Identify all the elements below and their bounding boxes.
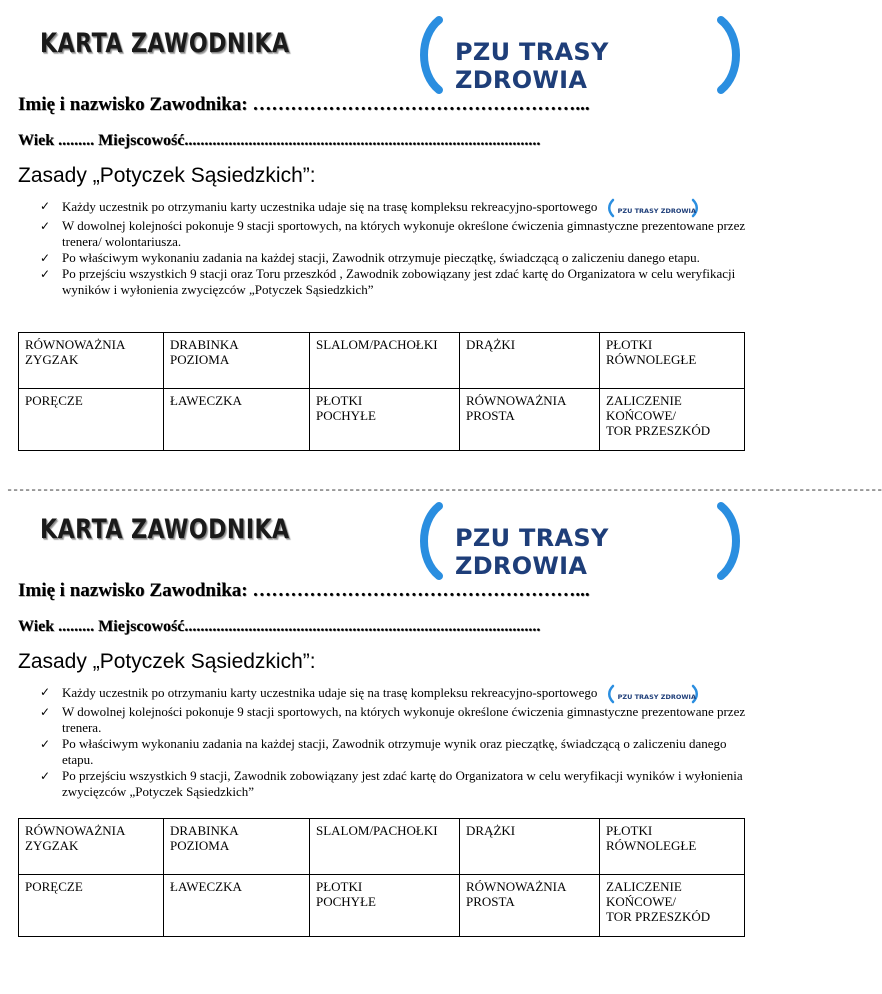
rule-item [38,736,758,768]
rule-text: Po przejściu wszystkich 9 stacji oraz Toru przeszkód , Zawodnik zobowiązany jest zdać kartę do Organizatora w celu weryfikacji wyników i wyłonienia zwycięzców „Potyczek Sąsiedzkich” [62,266,736,297]
station-cell[interactable]: ZALICZENIE KOŃCOWE/ TOR PRZESZKÓD [600,875,745,937]
logo-text: PZU TRASY ZDROWIA [455,524,609,580]
pzu-logo-small [607,684,699,704]
station-cell[interactable]: DRABINKA POZIOMA [164,333,310,389]
station-cell[interactable]: ŁAWECZKA [164,875,310,937]
table-row [19,875,745,937]
station-cell[interactable]: PŁOTKI POCHYŁE [310,875,460,937]
rule-item [38,266,758,298]
rules-list [38,684,758,800]
rule-item [38,218,758,250]
table-row [19,333,745,389]
station-cell[interactable]: RÓWNOWAŻNIA PROSTA [460,389,600,451]
checkmark-icon: ✓ [40,685,51,699]
station-cell[interactable]: PŁOTKI RÓWNOLEGŁE [600,333,745,389]
station-cell[interactable]: DRĄŻKI [460,333,600,389]
station-cell[interactable]: RÓWNOWAŻNIA ZYGZAK [19,819,164,875]
stations-table [18,818,745,937]
checkmark-icon: ✓ [40,769,51,783]
logo-text-small: PZU TRASY ZDROWIA [617,207,696,215]
rules-list [38,198,758,298]
logo-text-small: PZU TRASY ZDROWIA [617,693,696,701]
rule-item [38,250,758,266]
rules-heading: Zasady „Potyczek Sąsiedzkich”: [18,164,316,187]
station-cell[interactable]: ŁAWECZKA [164,389,310,451]
name-field[interactable]: Imię i nazwisko Zawodnika: ……………………………………………... [18,94,590,115]
rule-text: W dowolnej kolejności pokonuje 9 stacji sportowych, na których wykonuje określone ćwiczenia gimnastyczne prezentowane przez trenera. [62,704,746,735]
name-field[interactable]: Imię i nazwisko Zawodnika: ……………………………………………... [18,580,590,601]
rule-item [38,198,758,218]
checkmark-icon: ✓ [40,219,51,233]
station-cell[interactable]: RÓWNOWAŻNIA PROSTA [460,875,600,937]
rule-text: Każdy uczestnik po otrzymaniu karty uczestnika udaje się na trasę kompleksu rekreacyjno-sportowego [62,684,598,700]
card-title: KARTA ZAWODNIKA [40,28,290,59]
rules-heading: Zasady „Potyczek Sąsiedzkich”: [18,650,316,673]
rule-text: Po właściwym wykonaniu zadania na każdej stacji, Zawodnik otrzymuje pieczątkę, świadczącą o zaliczeniu danego etapu. [62,250,700,265]
checkmark-icon: ✓ [40,251,51,265]
age-location-field[interactable]: Wiek ......... Miejscowość......................................................................................... [18,132,541,149]
station-cell[interactable]: PORĘCZE [19,389,164,451]
table-row [19,389,745,451]
station-cell[interactable]: RÓWNOWAŻNIA ZYGZAK [19,333,164,389]
checkmark-icon: ✓ [40,267,51,281]
station-cell[interactable]: ZALICZENIE KOŃCOWE/ TOR PRZESZKÓD [600,389,745,451]
station-cell[interactable]: PORĘCZE [19,875,164,937]
station-cell[interactable]: DRABINKA POZIOMA [164,819,310,875]
stations-table [18,332,745,451]
rule-item [38,684,758,704]
rule-text: Każdy uczestnik po otrzymaniu karty uczestnika udaje się na trasę kompleksu rekreacyjno-sportowego [62,198,598,214]
station-cell[interactable]: SLALOM/PACHOŁKI [310,333,460,389]
pzu-logo [415,14,745,96]
age-location-field[interactable]: Wiek ......... Miejscowość......................................................................................... [18,618,541,635]
checkmark-icon: ✓ [40,199,51,213]
card-title: KARTA ZAWODNIKA [40,514,290,545]
station-cell[interactable]: DRĄŻKI [460,819,600,875]
pzu-logo [415,500,745,582]
rule-item [38,704,758,736]
checkmark-icon: ✓ [40,705,51,719]
rule-text: Po właściwym wykonaniu zadania na każdej stacji, Zawodnik otrzymuje wynik oraz pieczątkę, świadczącą o zaliczeniu danego etapu. [62,736,727,767]
station-cell[interactable]: SLALOM/PACHOŁKI [310,819,460,875]
station-cell[interactable]: PŁOTKI RÓWNOLEGŁE [600,819,745,875]
table-row [19,819,745,875]
station-cell[interactable]: PŁOTKI POCHYŁE [310,389,460,451]
rule-item [38,768,758,800]
cut-line: -------------------------------------------------------------------------------------------------------------------------------------------------- [6,483,882,497]
rule-text: Po przejściu wszystkich 9 stacji, Zawodnik zobowiązany jest zdać kartę do Organizatora w celu weryfikacji wyników i wyłonienia zwycięzców „Potyczek Sąsiedzkich” [62,768,743,799]
checkmark-icon: ✓ [40,737,51,751]
logo-text: PZU TRASY ZDROWIA [455,38,609,94]
pzu-logo-small [607,198,699,218]
rule-text: W dowolnej kolejności pokonuje 9 stacji sportowych, na których wykonuje określone ćwiczenia gimnastyczne prezentowane przez trenera/ wolontariusza. [62,218,746,249]
